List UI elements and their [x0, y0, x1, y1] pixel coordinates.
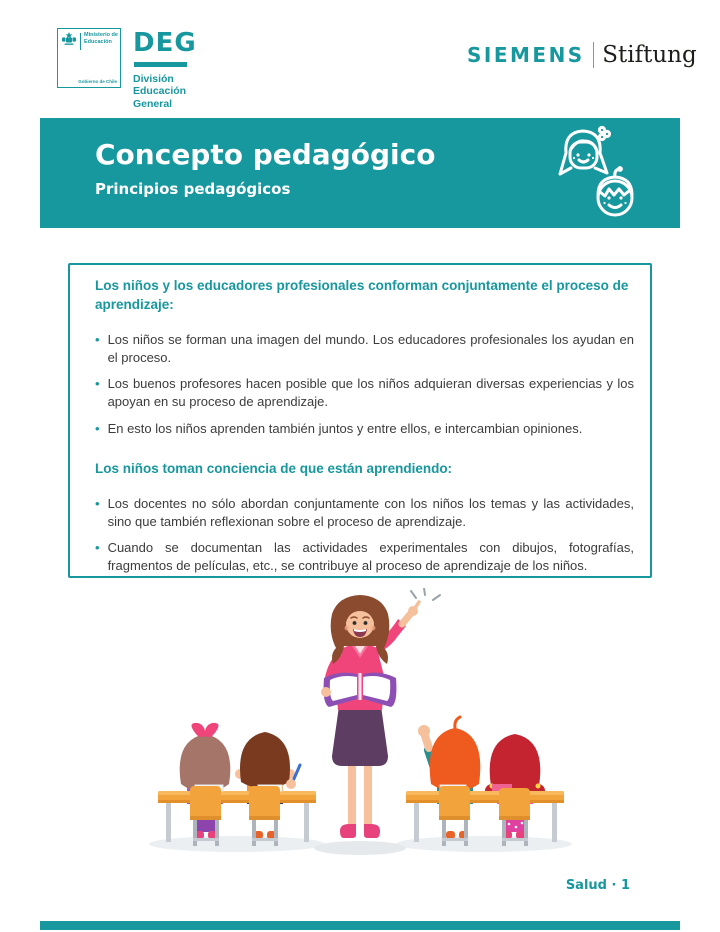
- siemens-stiftung-logo: [467, 40, 697, 70]
- sparkle-icon: [411, 588, 440, 600]
- list-item: • Cuando se documentan las actividades experimentales con dibujos, fotografías, fragmentos de películas, etc., se contribuye al proceso de aprendizaje de los niños.: [95, 539, 634, 575]
- page-title: Concepto pedagógico: [95, 138, 436, 171]
- list-item: • Los niños se forman una imagen del mundo. Los educadores profesionales los ayudan en el proceso.: [95, 331, 634, 367]
- footer-bar: [40, 921, 680, 930]
- siemens-logo-divider: [593, 42, 595, 68]
- siemens-wordmark: SIEMENS: [467, 43, 585, 67]
- chile-coat-of-arms-icon: [61, 32, 77, 52]
- ministry-logo: [57, 28, 121, 88]
- list-item: • Los docentes no sólo abordan conjuntamente con los niños los temas y las actividades, sino que también reflexionan sobre el proceso de aprendizaje.: [95, 495, 634, 531]
- bullet-dot: •: [95, 331, 100, 347]
- children-faces-icons: [552, 123, 664, 232]
- section-heading: Los niños y los educadores profesionales conforman conjuntamente el proceso de aprendizaje:: [95, 278, 629, 312]
- title-banner: [40, 118, 680, 228]
- deg-rule: [134, 62, 187, 67]
- deg-logo: [133, 30, 197, 110]
- deg-acronym: DEG: [133, 28, 197, 58]
- section-heading: Los niños toman conciencia de que están aprendiendo:: [95, 460, 453, 476]
- right-desk-group: [406, 717, 564, 846]
- boy-face-icon: [598, 168, 632, 215]
- deg-division-name: División Educación General: [133, 73, 187, 110]
- left-desk-group: [158, 723, 316, 846]
- ministry-name: Ministerio de Educación: [84, 32, 118, 45]
- bullet-dot: •: [95, 420, 100, 436]
- bullet-list: [95, 495, 634, 576]
- page-label: Salud · 1: [565, 878, 630, 893]
- bullet-list: [95, 331, 634, 438]
- gobierno-de-chile-label: Gobierno de Chile: [78, 79, 117, 84]
- page-subtitle: Principios pedagógicos: [95, 180, 291, 198]
- bullet-dot: •: [95, 376, 100, 392]
- teacher-reading-to-children-illustration: [140, 588, 580, 878]
- content-box: [68, 263, 652, 578]
- bullet-dot: •: [95, 495, 100, 511]
- list-item: • En esto los niños aprenden también juntos y entre ellos, e intercambian opiniones.: [95, 420, 634, 438]
- list-item: • Los buenos profesores hacen posible que los niños adquieran diversas experiencias y los apoyan en su proceso de aprendizaje.: [95, 375, 634, 411]
- ministry-logo-divider: [80, 33, 81, 50]
- bullet-dot: •: [95, 539, 100, 555]
- stiftung-wordmark: Stiftung: [602, 42, 697, 68]
- girl-face-icon: [560, 127, 610, 174]
